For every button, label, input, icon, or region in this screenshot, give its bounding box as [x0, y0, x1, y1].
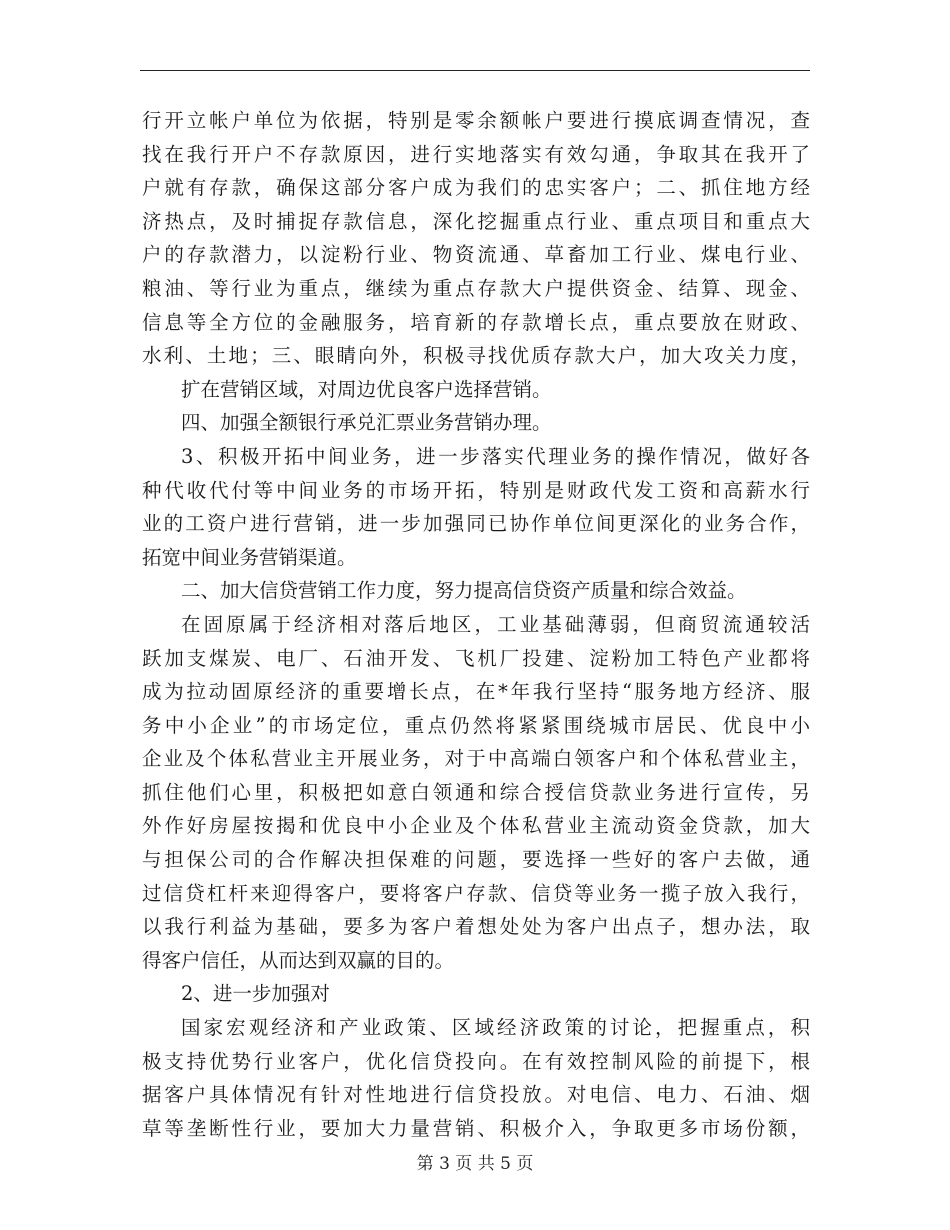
text-line: 得客户信任，从而达到双赢的目的。	[142, 948, 455, 972]
text-line: 务中小企业”的市场定位，重点仍然将紧紧围绕城市居民、优良中小	[142, 713, 810, 737]
text-line: 业的工资户进行营销，进一步加强同已协作单位间更深化的业务合作，	[142, 512, 810, 536]
text-line: 种代收代付等中间业务的市场开拓，特别是财政代发工资和高薪水行	[142, 478, 810, 502]
text-line: 2、进一步加强对	[181, 982, 330, 1006]
text-line: 户就有存款，确保这部分客户成为我们的忠实客户；二、抓住地方经	[142, 176, 810, 200]
text-line: 成为拉动固原经济的重要增长点，在*年我行坚持“服务地方经济、服	[142, 680, 810, 704]
text-line: 拓宽中间业务营销渠道。	[142, 545, 357, 569]
text-line: 在固原属于经济相对落后地区，工业基础薄弱，但商贸流通较活	[181, 612, 810, 636]
text-line: 据客户具体情况有针对性地进行信贷投放。对电信、电力、石油、烟	[142, 1083, 810, 1107]
text-line: 行开立帐户单位为依据，特别是零余额帐户要进行摸底调查情况，查	[142, 109, 810, 132]
text-line: 水利、土地；三、眼睛向外，积极寻找优质存款大户，加大攻关力度，	[142, 344, 810, 368]
text-line: 粮油、等行业为重点，继续为重点存款大户提供资金、结算、现金、	[142, 276, 810, 300]
text-line: 济热点，及时捕捉存款信息，深化挖掘重点行业、重点项目和重点大	[142, 209, 810, 233]
page-footer: 第 3 页 共 5 页	[416, 1154, 534, 1174]
text-line: 跃加支煤炭、电厂、石油开发、飞机厂投建、淀粉加工特色产业都将	[142, 646, 810, 670]
text-line: 找在我行开户不存款原因，进行实地落实有效勾通，争取其在我开了	[142, 142, 810, 166]
text-line: 抓住他们心里，积极把如意白领通和综合授信贷款业务进行宣传，另	[142, 780, 810, 804]
text-line: 户的存款潜力，以淀粉行业、物资流通、草畜加工行业、煤电行业、	[142, 243, 810, 267]
document-body	[142, 104, 810, 1145]
text-line: 外作好房屋按揭和优良中小企业及个体私营业主流动资金贷款，加大	[142, 814, 810, 838]
text-line: 企业及个体私营业主开展业务，对于中高端白领客户和个体私营业主，	[142, 747, 810, 771]
text-line: 以我行利益为基础，要多为客户着想处处为客户出点子，想办法，取	[142, 915, 810, 939]
header-rule	[140, 70, 810, 71]
text-line: 过信贷杠杆来迎得客户，要将客户存款、信贷等业务一揽子放入我行，	[142, 881, 810, 905]
text-line: 国家宏观经济和产业政策、区域经济政策的讨论，把握重点，积	[181, 1016, 810, 1040]
text-line: 信息等全方位的金融服务，培育新的存款增长点，重点要放在财政、	[142, 310, 810, 334]
text-line: 3、积极开拓中间业务，进一步落实代理业务的操作情况，做好各	[181, 444, 810, 468]
text-line: 极支持优势行业客户，优化信贷投向。在有效控制风险的前提下，根	[142, 1049, 810, 1073]
text-line: 草等垄断性行业，要加大力量营销、积极介入，争取更多市场份额，	[142, 1116, 810, 1140]
text-line: 二、加大信贷营销工作力度，努力提高信贷资产质量和综合效益。	[181, 579, 747, 603]
text-line: 四、加强全额银行承兑汇票业务营销办理。	[181, 411, 552, 435]
text-line: 与担保公司的合作解决担保难的问题，要选择一些好的客户去做，通	[142, 848, 810, 872]
text-line: 扩在营销区域，对周边优良客户选择营销。	[181, 377, 552, 401]
